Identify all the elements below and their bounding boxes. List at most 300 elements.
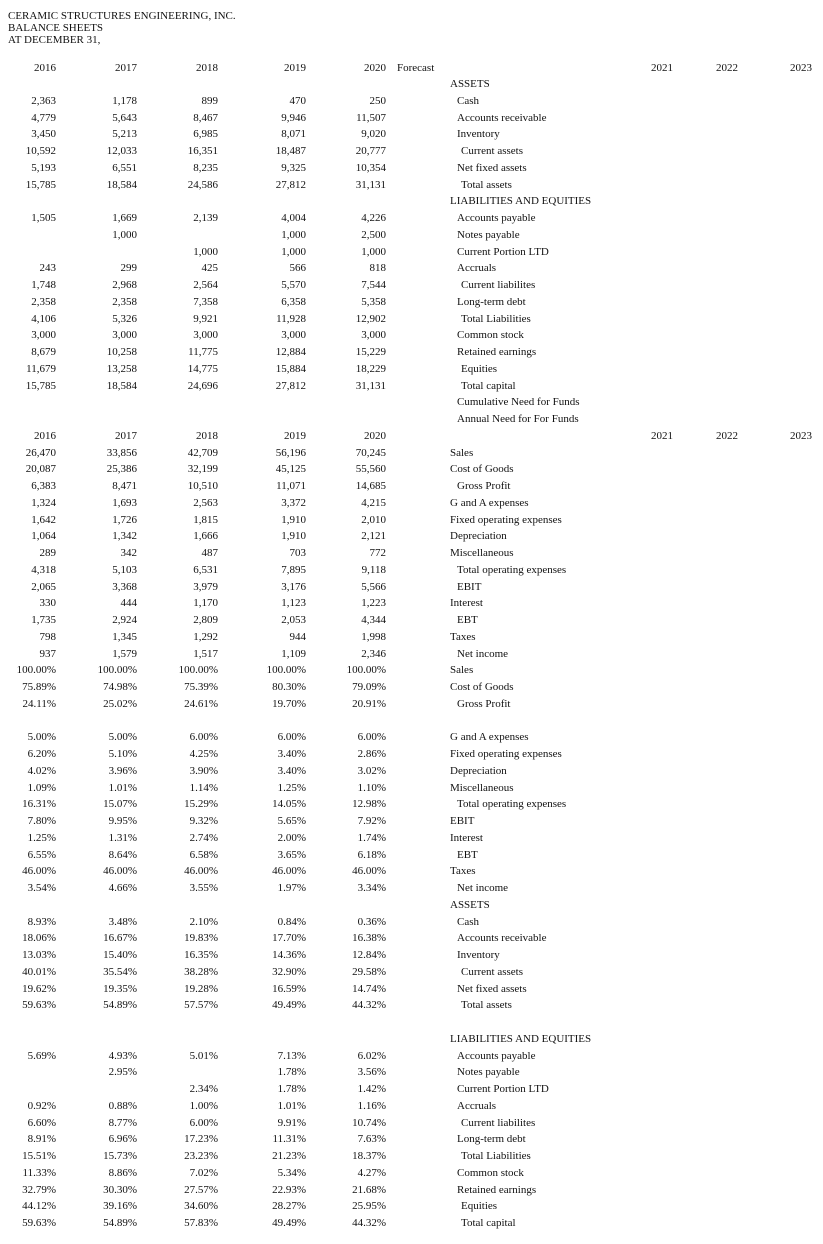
table-row bbox=[0, 1048, 823, 1064]
value-cell: 2,968 bbox=[112, 279, 137, 291]
value-cell: 6.00% bbox=[189, 1116, 218, 1129]
value-cell: 2,500 bbox=[361, 228, 386, 241]
value-cell: 45,125 bbox=[275, 463, 306, 476]
value-cell: 5,213 bbox=[112, 128, 137, 141]
value-cell: 38.28% bbox=[184, 965, 218, 978]
forecast-year-cell: 2023 bbox=[790, 429, 812, 442]
value-cell: 8,467 bbox=[193, 111, 218, 124]
table-row bbox=[0, 277, 823, 293]
value-cell: 1,000 bbox=[112, 228, 137, 241]
value-cell: 566 bbox=[289, 262, 306, 275]
value-cell: 1.00% bbox=[189, 1099, 218, 1112]
value-cell: 7.80% bbox=[27, 815, 56, 827]
table-row bbox=[0, 713, 823, 729]
value-cell: 4,106 bbox=[31, 312, 56, 325]
table-row bbox=[0, 780, 823, 796]
forecast-label: Forecast bbox=[397, 62, 435, 74]
value-cell: 7.63% bbox=[357, 1133, 386, 1146]
value-cell: 1.14% bbox=[189, 781, 218, 794]
row-label: Depreciation bbox=[450, 764, 507, 777]
year-cell: 2017 bbox=[115, 429, 137, 442]
value-cell: 1,345 bbox=[112, 630, 137, 643]
value-cell: 4,226 bbox=[361, 212, 386, 224]
value-cell: 15,884 bbox=[275, 362, 306, 375]
value-cell: 6.00% bbox=[189, 731, 218, 744]
row-label: Taxes bbox=[450, 630, 476, 643]
value-cell: 5,566 bbox=[361, 580, 386, 593]
row-label: Total capital bbox=[461, 379, 516, 392]
table-row bbox=[0, 662, 823, 678]
value-cell: 4.93% bbox=[108, 1049, 137, 1062]
table-row bbox=[0, 411, 823, 427]
value-cell: 12.84% bbox=[352, 949, 386, 961]
value-cell: 54.89% bbox=[103, 1217, 137, 1229]
row-label: Cost of Goods bbox=[450, 681, 514, 693]
value-cell: 2,139 bbox=[193, 212, 218, 224]
table-row bbox=[0, 612, 823, 628]
value-cell: 6.18% bbox=[357, 848, 386, 861]
value-cell: 3,979 bbox=[193, 580, 218, 593]
table-row bbox=[0, 796, 823, 812]
row-label: Notes payable bbox=[457, 228, 520, 241]
value-cell: 5.65% bbox=[277, 815, 306, 827]
table-row bbox=[0, 294, 823, 310]
table-row bbox=[0, 76, 823, 92]
value-cell: 3,000 bbox=[361, 329, 386, 342]
value-cell: 1,748 bbox=[31, 279, 56, 291]
value-cell: 2.34% bbox=[189, 1083, 218, 1095]
value-cell: 487 bbox=[201, 547, 218, 559]
row-label: Common stock bbox=[457, 1166, 524, 1179]
row-label: Total operating expenses bbox=[457, 798, 567, 811]
value-cell: 12,902 bbox=[355, 312, 386, 325]
table-row bbox=[0, 1115, 823, 1131]
table-row bbox=[0, 495, 823, 511]
row-label: Current assets bbox=[461, 145, 524, 157]
value-cell: 20,777 bbox=[355, 145, 386, 157]
year-cell: 2018 bbox=[196, 429, 218, 442]
value-cell: 19.28% bbox=[184, 982, 218, 995]
value-cell: 26,470 bbox=[25, 446, 56, 459]
table-row bbox=[0, 260, 823, 276]
value-cell: 12,884 bbox=[275, 346, 306, 358]
year-2018: 2018 bbox=[196, 62, 218, 74]
table-row bbox=[0, 997, 823, 1013]
value-cell: 818 bbox=[369, 262, 386, 275]
row-label: Net fixed assets bbox=[457, 161, 527, 174]
value-cell: 24.11% bbox=[22, 697, 56, 710]
value-cell: 1,000 bbox=[361, 245, 386, 258]
value-cell: 1,910 bbox=[281, 513, 306, 526]
value-cell: 6.96% bbox=[108, 1133, 137, 1146]
forecast-year-2021: 2021 bbox=[651, 62, 673, 74]
value-cell: 2,358 bbox=[31, 295, 56, 308]
value-cell: 2.95% bbox=[108, 1066, 137, 1079]
table-row bbox=[0, 629, 823, 645]
value-cell: 2,053 bbox=[281, 614, 306, 626]
table-row bbox=[0, 528, 823, 544]
row-label: Equities bbox=[461, 1200, 498, 1213]
value-cell: 4,318 bbox=[31, 563, 56, 576]
row-label: EBIT bbox=[457, 580, 482, 593]
row-label: Taxes bbox=[450, 865, 476, 878]
value-cell: 27,812 bbox=[275, 178, 306, 191]
row-label: Interest bbox=[450, 597, 483, 610]
value-cell: 10,592 bbox=[25, 145, 56, 157]
value-cell: 34.60% bbox=[184, 1200, 218, 1213]
table-row bbox=[0, 1198, 823, 1214]
value-cell: 4.25% bbox=[189, 748, 218, 760]
value-cell: 6.55% bbox=[27, 848, 56, 861]
row-label: Total assets bbox=[461, 178, 512, 191]
value-cell: 80.30% bbox=[272, 681, 306, 693]
value-cell: 8,679 bbox=[31, 346, 56, 358]
value-cell: 24,696 bbox=[187, 379, 218, 392]
value-cell: 1,109 bbox=[281, 647, 306, 660]
value-cell: 3.56% bbox=[357, 1066, 386, 1079]
table-row bbox=[0, 595, 823, 611]
value-cell: 3,372 bbox=[281, 496, 306, 509]
value-cell: 11,928 bbox=[276, 312, 306, 325]
value-cell: 6.60% bbox=[27, 1116, 56, 1129]
table-row bbox=[0, 679, 823, 695]
value-cell: 1,000 bbox=[281, 245, 306, 258]
value-cell: 15.07% bbox=[103, 798, 137, 811]
value-cell: 1.01% bbox=[277, 1099, 306, 1112]
row-label: Equities bbox=[461, 362, 498, 375]
row-label: Miscellaneous bbox=[450, 781, 514, 794]
table-row bbox=[0, 1215, 823, 1231]
row-label: Total operating expenses bbox=[457, 563, 567, 576]
value-cell: 15,785 bbox=[25, 379, 56, 392]
value-cell: 2,809 bbox=[193, 614, 218, 626]
value-cell: 6.00% bbox=[357, 731, 386, 744]
table-row bbox=[0, 880, 823, 896]
value-cell: 1,666 bbox=[193, 530, 218, 543]
value-cell: 18.37% bbox=[352, 1150, 386, 1162]
value-cell: 28.27% bbox=[272, 1200, 306, 1213]
value-cell: 79.09% bbox=[352, 681, 386, 693]
value-cell: 46.00% bbox=[272, 865, 306, 878]
table-row bbox=[0, 930, 823, 946]
value-cell: 10,510 bbox=[187, 480, 218, 492]
value-cell: 9,118 bbox=[361, 563, 386, 576]
table-row bbox=[0, 1014, 823, 1030]
row-label: Long-term debt bbox=[457, 1133, 526, 1146]
value-cell: 7,544 bbox=[361, 279, 386, 291]
table-row bbox=[0, 1098, 823, 1114]
value-cell: 1.25% bbox=[277, 781, 306, 794]
table-row bbox=[0, 696, 823, 712]
value-cell: 9.95% bbox=[108, 815, 137, 827]
row-label: Inventory bbox=[457, 949, 500, 961]
row-label: Cash bbox=[457, 94, 479, 107]
value-cell: 1.01% bbox=[108, 781, 137, 794]
value-cell: 20,087 bbox=[25, 463, 56, 476]
row-label: Depreciation bbox=[450, 530, 507, 543]
value-cell: 24,586 bbox=[187, 178, 218, 191]
value-cell: 1,223 bbox=[361, 597, 386, 610]
value-cell: 17.23% bbox=[184, 1133, 218, 1146]
value-cell: 3.40% bbox=[277, 764, 306, 777]
year-cell: 2020 bbox=[364, 429, 386, 442]
value-cell: 5,193 bbox=[31, 161, 56, 174]
row-label: Total Liabilities bbox=[461, 1150, 531, 1162]
value-cell: 1.25% bbox=[27, 831, 56, 844]
table-row bbox=[0, 830, 823, 846]
value-cell: 3.40% bbox=[277, 748, 306, 760]
table-row bbox=[0, 1182, 823, 1198]
row-label: Inventory bbox=[457, 128, 500, 141]
value-cell: 12,033 bbox=[106, 145, 137, 157]
table-row bbox=[0, 746, 823, 762]
table-row bbox=[0, 545, 823, 561]
table-row bbox=[0, 646, 823, 662]
value-cell: 1,342 bbox=[112, 530, 137, 543]
year-2019: 2019 bbox=[284, 62, 306, 74]
value-cell: 19.62% bbox=[22, 982, 56, 995]
table-row bbox=[0, 143, 823, 159]
value-cell: 57.83% bbox=[184, 1217, 218, 1229]
value-cell: 3,368 bbox=[112, 580, 137, 593]
row-label: Accruals bbox=[457, 262, 497, 275]
value-cell: 42,709 bbox=[187, 446, 218, 459]
value-cell: 444 bbox=[120, 597, 137, 610]
table-row bbox=[0, 1131, 823, 1147]
value-cell: 15,785 bbox=[25, 178, 56, 191]
row-label: Interest bbox=[450, 831, 483, 844]
value-cell: 5,643 bbox=[112, 111, 137, 124]
value-cell: 6,985 bbox=[193, 128, 218, 141]
value-cell: 5.01% bbox=[189, 1049, 218, 1062]
value-cell: 2,065 bbox=[31, 580, 56, 593]
value-cell: 899 bbox=[201, 94, 218, 107]
value-cell: 2.00% bbox=[277, 831, 306, 844]
value-cell: 32,199 bbox=[187, 463, 218, 476]
value-cell: 5,570 bbox=[281, 279, 306, 291]
value-cell: 8.64% bbox=[108, 848, 137, 861]
value-cell: 1,123 bbox=[281, 597, 306, 610]
value-cell: 2.10% bbox=[189, 915, 218, 928]
value-cell: 11,071 bbox=[276, 480, 306, 492]
value-cell: 46.00% bbox=[22, 865, 56, 878]
value-cell: 13,258 bbox=[106, 362, 137, 375]
row-label: Cumulative Need for Funds bbox=[457, 396, 580, 409]
table-row bbox=[0, 947, 823, 963]
value-cell: 703 bbox=[289, 547, 306, 559]
value-cell: 21.23% bbox=[272, 1150, 306, 1162]
value-cell: 15,229 bbox=[355, 346, 386, 358]
forecast-year-2023: 2023 bbox=[790, 62, 812, 74]
value-cell: 5.10% bbox=[108, 748, 137, 760]
value-cell: 15.73% bbox=[103, 1150, 137, 1162]
row-label: ASSETS bbox=[450, 78, 490, 90]
value-cell: 18.06% bbox=[22, 932, 56, 945]
row-label: Net income bbox=[457, 882, 509, 894]
year-cell: 2019 bbox=[284, 429, 306, 442]
value-cell: 59.63% bbox=[22, 999, 56, 1012]
value-cell: 44.32% bbox=[352, 1217, 386, 1229]
value-cell: 8,471 bbox=[112, 480, 137, 492]
value-cell: 3.55% bbox=[189, 882, 218, 894]
value-cell: 3,450 bbox=[31, 128, 56, 141]
value-cell: 9,325 bbox=[281, 161, 306, 174]
value-cell: 11,775 bbox=[188, 346, 218, 358]
value-cell: 1,517 bbox=[193, 647, 218, 660]
value-cell: 6,531 bbox=[193, 563, 218, 576]
value-cell: 27,812 bbox=[275, 379, 306, 392]
value-cell: 14,685 bbox=[355, 480, 386, 492]
value-cell: 3.48% bbox=[108, 915, 137, 928]
table-row bbox=[0, 428, 823, 444]
value-cell: 14.36% bbox=[272, 949, 306, 961]
value-cell: 2,363 bbox=[31, 94, 56, 107]
value-cell: 55,560 bbox=[355, 463, 386, 476]
row-label: Total assets bbox=[461, 999, 512, 1012]
value-cell: 100.00% bbox=[346, 664, 386, 677]
row-label: Sales bbox=[450, 664, 474, 677]
row-label: Cost of Goods bbox=[450, 463, 514, 476]
row-label: Retained earnings bbox=[457, 1183, 537, 1196]
year-cell: 2016 bbox=[34, 429, 56, 442]
value-cell: 3.65% bbox=[277, 848, 306, 861]
forecast-year-cell: 2021 bbox=[651, 429, 673, 442]
value-cell: 39.16% bbox=[103, 1200, 137, 1213]
value-cell: 19.70% bbox=[272, 697, 306, 710]
value-cell: 1.31% bbox=[108, 831, 137, 844]
value-cell: 3,000 bbox=[281, 329, 306, 342]
row-label: Notes payable bbox=[457, 1066, 520, 1079]
value-cell: 9,946 bbox=[281, 111, 306, 124]
value-cell: 4,215 bbox=[361, 496, 386, 509]
table-row bbox=[0, 327, 823, 343]
value-cell: 4.66% bbox=[108, 882, 137, 894]
value-cell: 6.20% bbox=[27, 748, 56, 760]
value-cell: 4,004 bbox=[281, 212, 306, 224]
row-label: Fixed operating expenses bbox=[450, 513, 562, 526]
table-row bbox=[0, 177, 823, 193]
table-row bbox=[0, 512, 823, 528]
year-2017: 2017 bbox=[115, 62, 137, 74]
row-label: Net fixed assets bbox=[457, 982, 527, 995]
table-row bbox=[0, 763, 823, 779]
value-cell: 243 bbox=[39, 262, 56, 275]
value-cell: 10,258 bbox=[106, 346, 137, 358]
value-cell: 59.63% bbox=[22, 1217, 56, 1229]
value-cell: 11.33% bbox=[22, 1166, 56, 1179]
value-cell: 7,358 bbox=[193, 295, 218, 308]
value-cell: 8,071 bbox=[281, 128, 306, 141]
value-cell: 5.00% bbox=[108, 731, 137, 744]
value-cell: 1,324 bbox=[31, 496, 56, 509]
value-cell: 18,584 bbox=[106, 379, 137, 392]
table-row bbox=[0, 478, 823, 494]
table-row bbox=[0, 1081, 823, 1097]
value-cell: 7,895 bbox=[281, 563, 306, 576]
row-label: Current Portion LTD bbox=[457, 1083, 549, 1095]
value-cell: 1.78% bbox=[277, 1083, 306, 1095]
value-cell: 5,326 bbox=[112, 312, 137, 325]
value-cell: 2,564 bbox=[193, 279, 218, 291]
table-row bbox=[0, 244, 823, 260]
value-cell: 5.00% bbox=[27, 731, 56, 744]
table-row bbox=[0, 964, 823, 980]
value-cell: 4.02% bbox=[27, 764, 56, 777]
value-cell: 24.61% bbox=[184, 697, 218, 710]
value-cell: 21.68% bbox=[352, 1183, 386, 1196]
row-label: Total Liabilities bbox=[461, 312, 531, 325]
value-cell: 7.92% bbox=[357, 815, 386, 827]
value-cell: 1,178 bbox=[112, 94, 137, 107]
value-cell: 46.00% bbox=[103, 865, 137, 878]
value-cell: 56,196 bbox=[275, 446, 306, 459]
value-cell: 19.35% bbox=[103, 982, 137, 995]
value-cell: 15.29% bbox=[184, 798, 218, 811]
row-label: Net income bbox=[457, 647, 509, 660]
value-cell: 35.54% bbox=[103, 965, 137, 978]
value-cell: 11,679 bbox=[26, 362, 56, 375]
row-label: Annual Need for For Funds bbox=[457, 413, 579, 425]
year-2016: 2016 bbox=[34, 62, 56, 74]
table-row bbox=[0, 93, 823, 109]
value-cell: 250 bbox=[369, 94, 386, 107]
value-cell: 57.57% bbox=[184, 999, 218, 1012]
value-cell: 9.32% bbox=[189, 815, 218, 827]
row-label: Retained earnings bbox=[457, 346, 537, 358]
table-row bbox=[0, 1148, 823, 1164]
value-cell: 75.89% bbox=[22, 681, 56, 693]
row-label: Accounts receivable bbox=[457, 932, 547, 945]
table-row bbox=[0, 914, 823, 930]
value-cell: 19.83% bbox=[184, 932, 218, 945]
table-row bbox=[0, 394, 823, 410]
value-cell: 13.03% bbox=[22, 949, 56, 961]
year-2020: 2020 bbox=[364, 62, 386, 74]
row-label: G and A expenses bbox=[450, 731, 529, 744]
value-cell: 100.00% bbox=[266, 664, 306, 677]
value-cell: 1.42% bbox=[357, 1083, 386, 1095]
value-cell: 0.36% bbox=[357, 915, 386, 928]
row-label: EBT bbox=[457, 614, 478, 626]
value-cell: 3,000 bbox=[112, 329, 137, 342]
value-cell: 40.01% bbox=[22, 965, 56, 978]
value-cell: 16.35% bbox=[184, 949, 218, 961]
value-cell: 937 bbox=[39, 647, 56, 660]
value-cell: 49.49% bbox=[272, 1217, 306, 1229]
table-row bbox=[0, 863, 823, 879]
value-cell: 6.58% bbox=[189, 848, 218, 861]
value-cell: 20.91% bbox=[352, 697, 386, 710]
table-row bbox=[0, 160, 823, 176]
value-cell: 18,584 bbox=[106, 178, 137, 191]
row-label: Accounts payable bbox=[457, 212, 536, 224]
company-name: CERAMIC STRUCTURES ENGINEERING, INC. bbox=[8, 10, 236, 22]
table-row bbox=[0, 1064, 823, 1080]
value-cell: 1,669 bbox=[112, 212, 137, 224]
value-cell: 10,354 bbox=[355, 161, 386, 174]
value-cell: 46.00% bbox=[184, 865, 218, 878]
table-row bbox=[0, 361, 823, 377]
row-label: Current Portion LTD bbox=[457, 245, 549, 258]
value-cell: 10.74% bbox=[352, 1116, 386, 1129]
value-cell: 1,726 bbox=[112, 513, 137, 526]
value-cell: 8.86% bbox=[108, 1166, 137, 1179]
value-cell: 6,383 bbox=[31, 480, 56, 492]
value-cell: 16,351 bbox=[187, 145, 218, 157]
row-label: ASSETS bbox=[450, 898, 490, 911]
value-cell: 2,010 bbox=[361, 513, 386, 526]
value-cell: 18,229 bbox=[355, 362, 386, 375]
